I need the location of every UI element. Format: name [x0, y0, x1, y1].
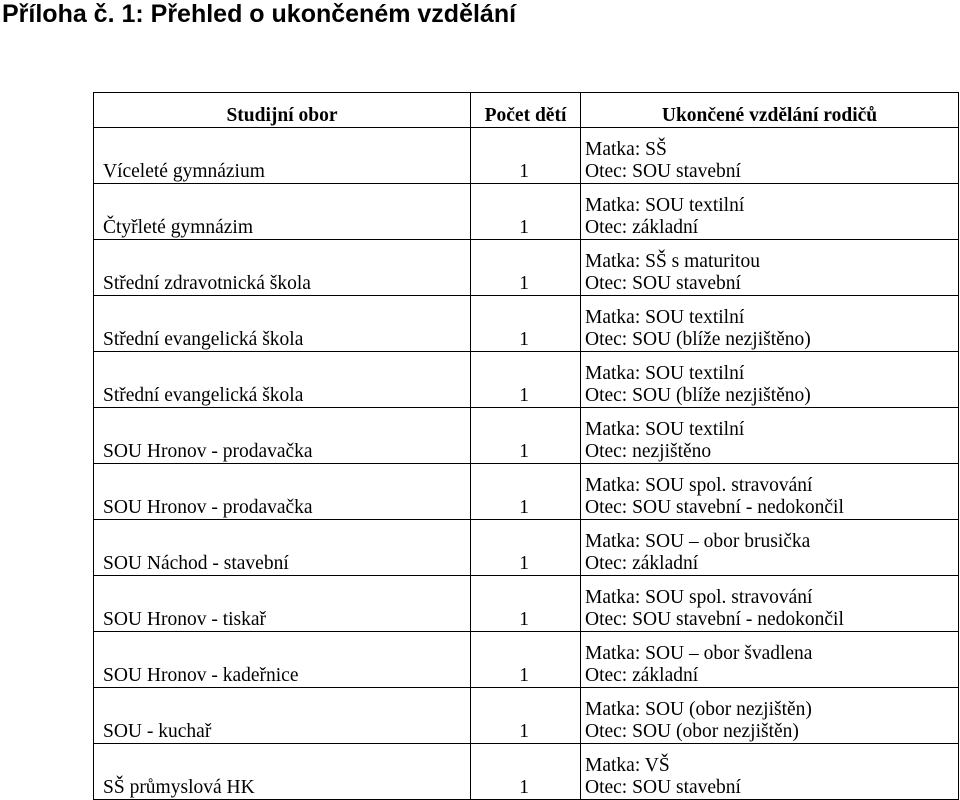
- table-row: [94, 352, 959, 408]
- mother-education: Matka: SOU textilní: [585, 363, 745, 384]
- mother-education: Matka: SŠ s maturitou: [585, 251, 760, 272]
- cell-vzdelani: [581, 296, 959, 352]
- father-education: Otec: SOU stavební: [585, 161, 741, 182]
- mother-education: Matka: SŠ: [585, 139, 667, 160]
- mother-education: Matka: SOU textilní: [585, 195, 745, 216]
- cell-obor: Čtyřleté gymnázim: [94, 184, 471, 240]
- cell-pocet: 1: [471, 688, 581, 744]
- table-row: [94, 128, 959, 184]
- cell-pocet: 1: [471, 744, 581, 800]
- column-header-pocet: Počet dětí: [471, 93, 581, 128]
- cell-pocet: 1: [471, 128, 581, 184]
- cell-vzdelani: [581, 408, 959, 464]
- cell-vzdelani: [581, 240, 959, 296]
- mother-education: Matka: SOU spol. stravování: [585, 587, 813, 608]
- father-education: Otec: nezjištěno: [585, 441, 712, 462]
- table-row: [94, 744, 959, 800]
- education-table: [93, 92, 959, 800]
- cell-obor: Víceleté gymnázium: [94, 128, 471, 184]
- cell-vzdelani: [581, 688, 959, 744]
- mother-education: Matka: SOU – obor švadlena: [585, 643, 813, 664]
- cell-vzdelani: [581, 128, 959, 184]
- mother-education: Matka: SOU – obor brusička: [585, 531, 811, 552]
- table-row: [94, 632, 959, 688]
- table-row: [94, 520, 959, 576]
- cell-obor: Střední zdravotnická škola: [94, 240, 471, 296]
- cell-pocet: 1: [471, 576, 581, 632]
- table-row: [94, 576, 959, 632]
- father-education: Otec: SOU stavební: [585, 273, 741, 294]
- father-education: Otec: SOU stavební: [585, 777, 741, 798]
- cell-obor: SOU Hronov - prodavačka: [94, 408, 471, 464]
- table-row: [94, 464, 959, 520]
- mother-education: Matka: VŠ: [585, 755, 670, 776]
- cell-pocet: 1: [471, 520, 581, 576]
- mother-education: Matka: SOU (obor nezjištěn): [585, 699, 812, 720]
- table-row: [94, 408, 959, 464]
- father-education: Otec: základní: [585, 217, 699, 238]
- cell-pocet: 1: [471, 240, 581, 296]
- cell-vzdelani: [581, 464, 959, 520]
- mother-education: Matka: SOU textilní: [585, 307, 745, 328]
- cell-obor: SOU Hronov - kadeřnice: [94, 632, 471, 688]
- cell-vzdelani: [581, 576, 959, 632]
- cell-obor: SOU Náchod - stavební: [94, 520, 471, 576]
- cell-obor: SOU - kuchař: [94, 688, 471, 744]
- father-education: Otec: SOU (obor nezjištěn): [585, 721, 799, 742]
- page-title: Příloha č. 1: Přehled o ukončeném vzdělání: [2, 0, 517, 28]
- father-education: Otec: SOU (blíže nezjištěno): [585, 385, 811, 406]
- cell-obor: SOU Hronov - tiskař: [94, 576, 471, 632]
- cell-pocet: 1: [471, 352, 581, 408]
- cell-pocet: 1: [471, 184, 581, 240]
- cell-obor: Střední evangelická škola: [94, 296, 471, 352]
- table-header-row: [94, 93, 959, 128]
- cell-vzdelani: [581, 632, 959, 688]
- father-education: Otec: SOU (blíže nezjištěno): [585, 329, 811, 350]
- cell-obor: SOU Hronov - prodavačka: [94, 464, 471, 520]
- table-row: [94, 184, 959, 240]
- cell-pocet: 1: [471, 464, 581, 520]
- cell-pocet: 1: [471, 632, 581, 688]
- father-education: Otec: SOU stavební - nedokončil: [585, 609, 844, 630]
- cell-obor: SŠ průmyslová HK: [94, 744, 471, 800]
- father-education: Otec: SOU stavební - nedokončil: [585, 497, 844, 518]
- cell-obor: Střední evangelická škola: [94, 352, 471, 408]
- cell-vzdelani: [581, 520, 959, 576]
- father-education: Otec: základní: [585, 553, 699, 574]
- mother-education: Matka: SOU spol. stravování: [585, 475, 813, 496]
- column-header-obor: Studijní obor: [94, 93, 471, 128]
- column-header-vzdelani: Ukončené vzdělání rodičů: [581, 93, 959, 128]
- cell-vzdelani: [581, 184, 959, 240]
- mother-education: Matka: SOU textilní: [585, 419, 745, 440]
- cell-vzdelani: [581, 352, 959, 408]
- father-education: Otec: základní: [585, 665, 699, 686]
- table-row: [94, 240, 959, 296]
- table-row: [94, 688, 959, 744]
- cell-vzdelani: [581, 744, 959, 800]
- table-row: [94, 296, 959, 352]
- cell-pocet: 1: [471, 296, 581, 352]
- cell-pocet: 1: [471, 408, 581, 464]
